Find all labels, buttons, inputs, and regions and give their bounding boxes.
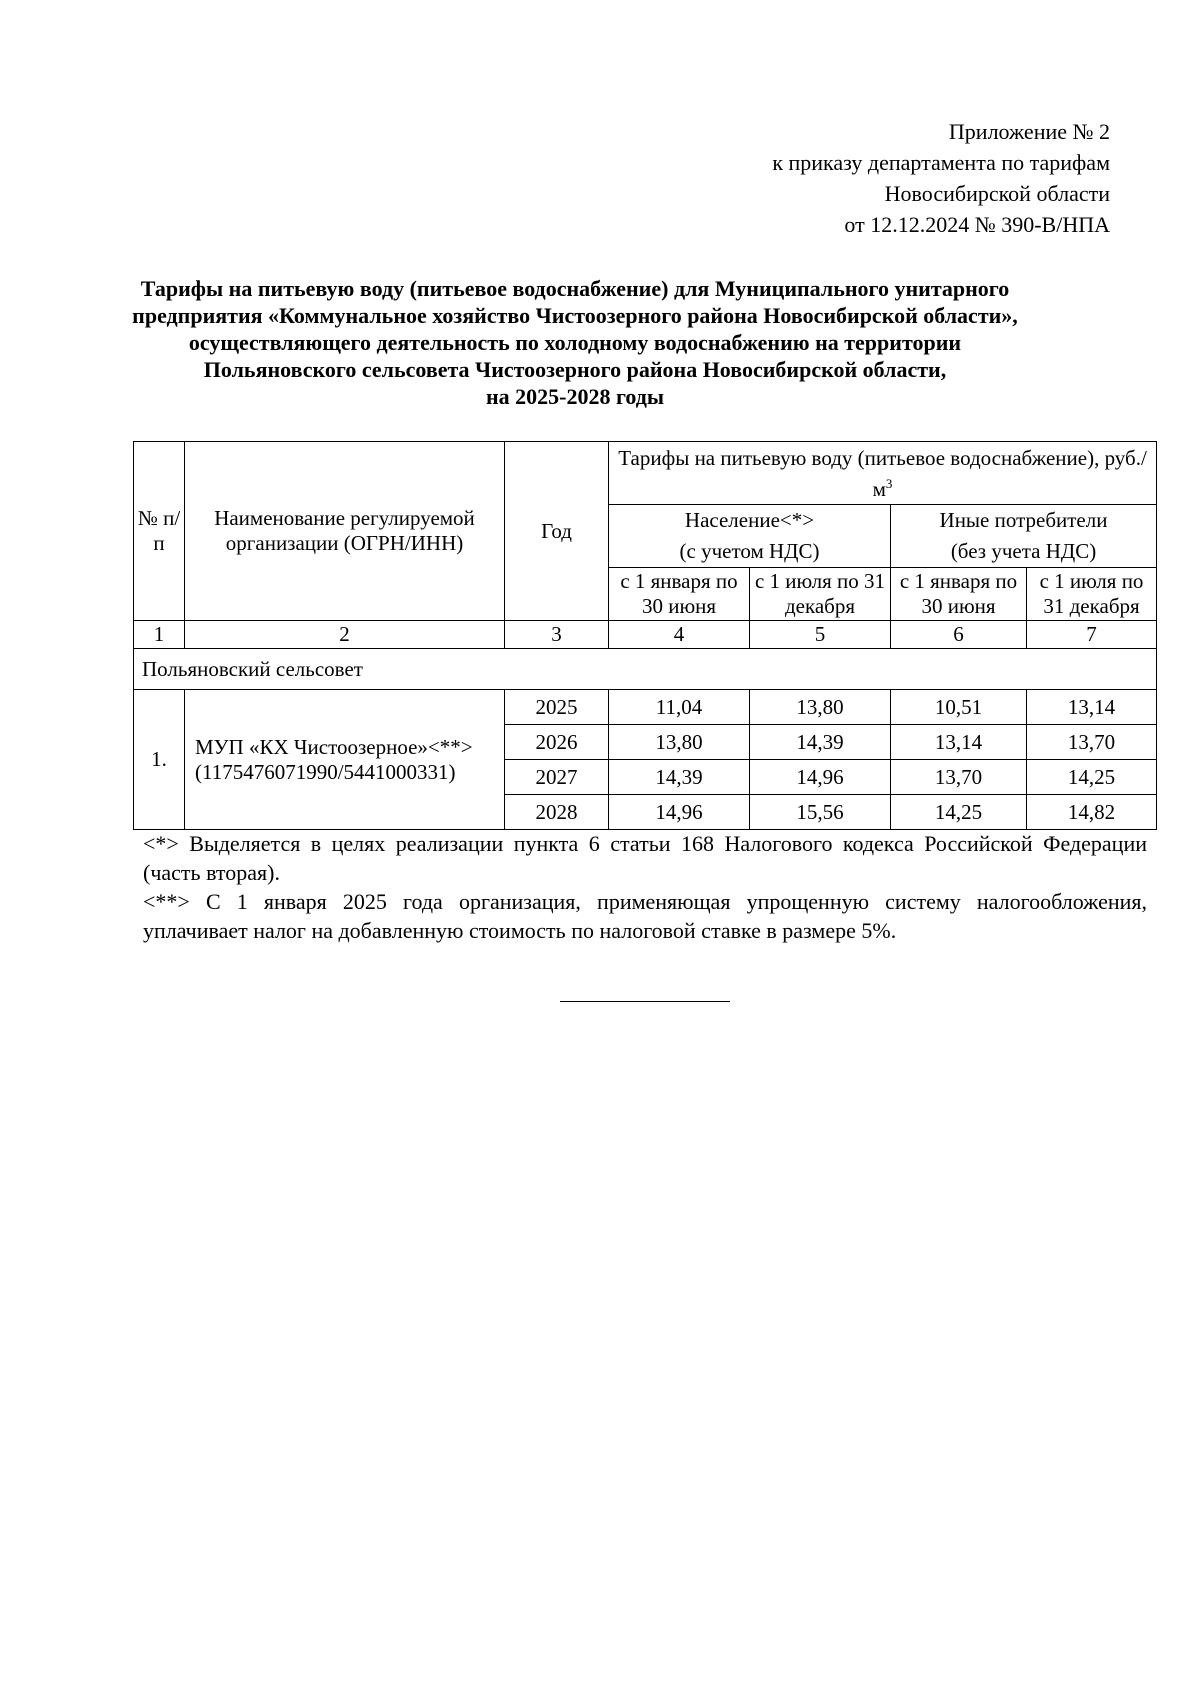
footnotes <box>143 829 1147 945</box>
organization-cell <box>185 690 505 830</box>
year-cell: 2025 <box>505 690 609 725</box>
column-number-row <box>134 621 1157 649</box>
header-tariffs <box>609 442 1157 505</box>
tariff-cell: 13,14 <box>1027 690 1157 725</box>
header-other-sub: (без учета НДС) <box>950 539 1097 563</box>
tariff-cell: 10,51 <box>891 690 1027 725</box>
tariff-cell: 13,70 <box>891 760 1027 795</box>
tariff-cell: 11,04 <box>609 690 750 725</box>
header-period: с 1 января по 30 июня <box>609 568 750 621</box>
header-number: № п/п <box>134 442 185 621</box>
header-tariffs-unit-sup: 3 <box>885 476 893 491</box>
column-number: 5 <box>750 621 891 649</box>
approval-block <box>772 116 1110 240</box>
header-organization: Наименование регулируемой организации (ОГРН/ИНН) <box>185 442 505 621</box>
title-line: осуществляющего деятельность по холодному водоснабжению на территории <box>188 330 962 355</box>
organization-ids: (1175476071990/5441000331) <box>195 759 456 784</box>
approval-line: от 12.12.2024 № 390-В/НПА <box>844 212 1110 237</box>
document-title <box>130 275 1020 410</box>
tariff-cell: 13,70 <box>1027 725 1157 760</box>
organization-name: МУП «КХ Чистоозерное»<**> <box>195 734 473 759</box>
approval-line: Приложение № 2 <box>948 119 1110 144</box>
header-tariffs-text: Тарифы на питьевую воду (питьевое водоснабжение), руб./м <box>618 446 1147 501</box>
approval-line: Новосибирской области <box>884 181 1110 206</box>
footnote: <*> Выделяется в целях реализации пункта 6 статьи 168 Налогового кодекса Российской Федерации (часть вторая). <box>143 831 1147 885</box>
header-period: с 1 июля по 31 декабря <box>1027 568 1157 621</box>
header-population-label: Население<*> <box>684 508 815 532</box>
tariff-cell: 14,96 <box>609 795 750 830</box>
tariff-cell: 14,82 <box>1027 795 1157 830</box>
tariff-cell: 13,80 <box>609 725 750 760</box>
title-line: Тарифы на питьевую воду (питьевое водоснабжение) для Муниципального унитарного <box>140 276 1010 301</box>
column-number: 6 <box>891 621 1027 649</box>
tariff-cell: 14,39 <box>609 760 750 795</box>
year-cell: 2026 <box>505 725 609 760</box>
header-population-sub: (с учетом НДС) <box>679 539 820 563</box>
tariff-cell: 15,56 <box>750 795 891 830</box>
year-cell: 2027 <box>505 760 609 795</box>
column-number: 1 <box>134 621 185 649</box>
header-other <box>891 505 1157 568</box>
tariff-cell: 14,39 <box>750 725 891 760</box>
header-other-label: Иные потребители <box>939 508 1108 532</box>
tariff-cell: 13,80 <box>750 690 891 725</box>
area-row <box>134 649 1157 690</box>
header-period: с 1 июля по 31 декабря <box>750 568 891 621</box>
approval-line: к приказу департамента по тарифам <box>772 150 1110 175</box>
title-line: на 2025-2028 годы <box>485 384 665 409</box>
tariff-cell: 14,25 <box>891 795 1027 830</box>
area-name: Польяновский сельсовет <box>134 649 1157 690</box>
header-year: Год <box>505 442 609 621</box>
tariffs-table <box>133 441 1157 830</box>
footnote: <**> С 1 января 2025 года организация, применяющая упрощенную систему налогообложения, уплачивает налог на добавленную стоимость по налоговой ставке в размере 5%. <box>143 889 1147 943</box>
column-number: 4 <box>609 621 750 649</box>
row-number: 1. <box>134 690 185 830</box>
tariff-cell: 13,14 <box>891 725 1027 760</box>
closing-divider <box>560 1001 730 1002</box>
table-row <box>134 690 1157 725</box>
column-number: 2 <box>185 621 505 649</box>
tariff-cell: 14,25 <box>1027 760 1157 795</box>
column-number: 7 <box>1027 621 1157 649</box>
tariff-cell: 14,96 <box>750 760 891 795</box>
column-number: 3 <box>505 621 609 649</box>
header-period: с 1 января по 30 июня <box>891 568 1027 621</box>
title-line: Польяновского сельсовета Чистоозерного района Новосибирской области, <box>203 357 947 382</box>
title-line: предприятия «Коммунальное хозяйство Чистоозерного района Новосибирской области», <box>132 303 1018 328</box>
header-row <box>134 442 1157 505</box>
year-cell: 2028 <box>505 795 609 830</box>
header-population <box>609 505 891 568</box>
